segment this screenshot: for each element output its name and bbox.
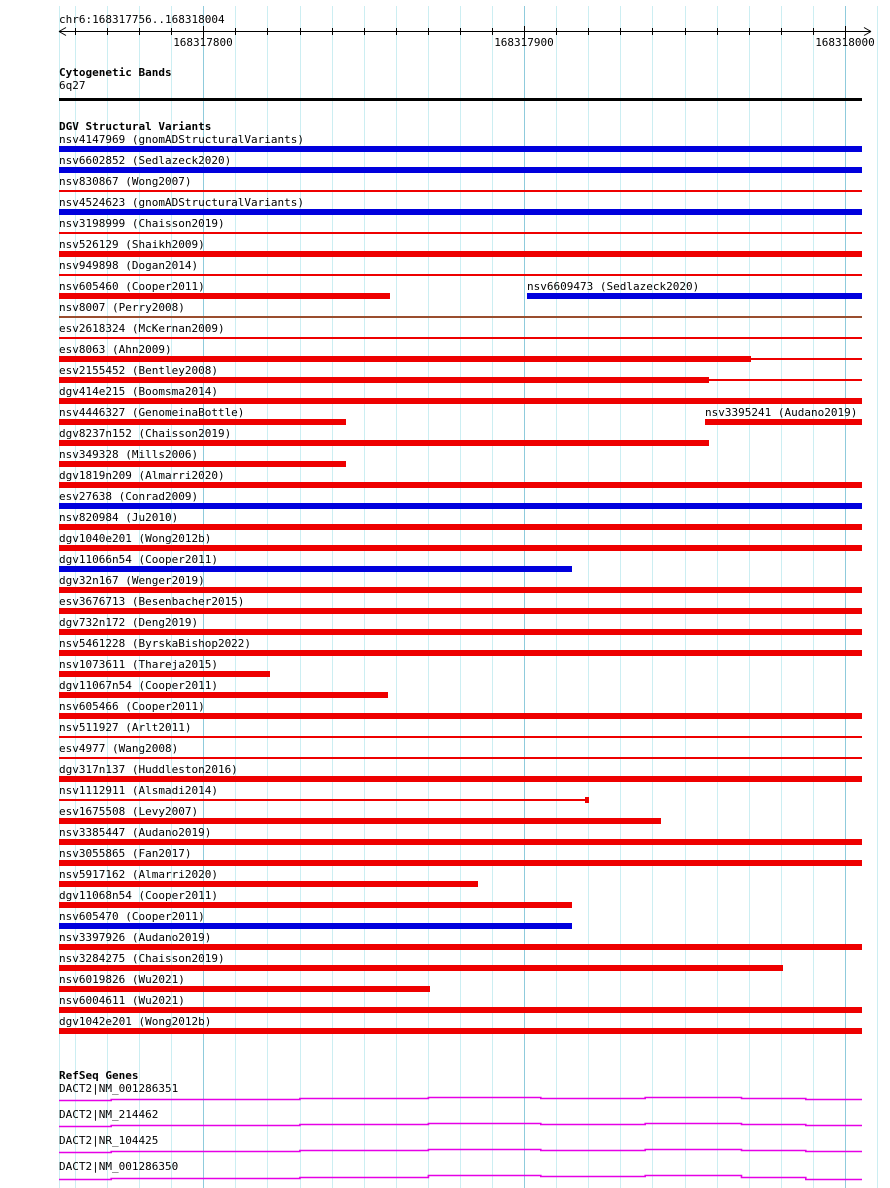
variant-feature-bar[interactable] <box>59 503 862 509</box>
variant-feature-bar[interactable] <box>59 587 862 593</box>
variant-feature-bar[interactable] <box>59 337 862 339</box>
variant-track-label: nsv1073611 (Thareja2015) <box>59 658 218 671</box>
variant-track-label: dgv732n172 (Deng2019) <box>59 616 199 629</box>
variant-track-label: nsv3397926 (Audano2019) <box>59 931 212 944</box>
variant-track-label: nsv511927 (Arlt2011) <box>59 721 192 734</box>
ruler-tick-label: 168318000 <box>815 36 875 49</box>
cytoband-section-title: Cytogenetic Bands <box>59 66 172 79</box>
variant-track-label: nsv5461228 (ByrskaBishop2022) <box>59 637 252 650</box>
variant-track-label: nsv605460 (Cooper2011) <box>59 280 205 293</box>
variant-feature-bar[interactable] <box>59 671 270 677</box>
variant-feature-bar[interactable] <box>59 316 862 318</box>
variant-feature-bar[interactable] <box>59 839 862 845</box>
variant-feature-bar[interactable] <box>59 944 862 950</box>
variant-track-label: dgv11068n54 (Cooper2011) <box>59 889 218 902</box>
variant-feature-bar[interactable] <box>59 293 390 299</box>
variant-track-label: esv27638 (Conrad2009) <box>59 490 199 503</box>
gene-track-label: DACT2|NM_001286350 <box>59 1160 179 1173</box>
variant-track-label: dgv8237n152 (Chaisson2019) <box>59 427 232 440</box>
variant-feature-bar[interactable] <box>59 190 862 192</box>
variant-feature-bar[interactable] <box>59 860 862 866</box>
variant-feature-bar[interactable] <box>59 986 430 992</box>
variant-feature-bar[interactable] <box>59 356 751 362</box>
variant-feature-bar[interactable] <box>59 818 661 824</box>
gene-track-label: DACT2|NM_001286351 <box>59 1082 179 1095</box>
variant-track-label: nsv6602852 (Sedlazeck2020) <box>59 154 232 167</box>
variant-track-label: nsv4147969 (gnomADStructuralVariants) <box>59 133 305 146</box>
variant-feature-bar[interactable] <box>59 965 783 971</box>
variant-track-label: nsv8007 (Perry2008) <box>59 301 185 314</box>
gene-model-line[interactable] <box>59 1147 862 1157</box>
gene-model-line[interactable] <box>59 1173 862 1183</box>
gene-model-line[interactable] <box>59 1121 862 1131</box>
variant-track-label: nsv349328 (Mills2006) <box>59 448 199 461</box>
variant-track-label: esv4977 (Wang2008) <box>59 742 179 755</box>
variant-feature-bar[interactable] <box>59 923 572 929</box>
variant-track-label: nsv3055865 (Fan2017) <box>59 847 192 860</box>
variant-feature-bar[interactable] <box>59 902 572 908</box>
variant-feature-bar[interactable] <box>59 524 862 530</box>
variant-feature-bar[interactable] <box>59 650 862 656</box>
variant-feature-bar[interactable] <box>59 757 862 759</box>
cytoband-bar[interactable] <box>59 98 862 101</box>
variant-feature-bar[interactable] <box>59 274 862 276</box>
variant-feature-bar[interactable] <box>59 209 862 215</box>
region-label: chr6:168317756..168318004 <box>59 13 225 26</box>
variant-track-label: esv1675508 (Levy2007) <box>59 805 199 818</box>
variant-track-label: dgv1040e201 (Wong2012b) <box>59 532 212 545</box>
variant-feature-bar[interactable] <box>59 608 862 614</box>
ruler-tick-label: 168317800 <box>173 36 233 49</box>
variant-feature-bar[interactable] <box>59 545 862 551</box>
variant-track-label: esv3676713 (Besenbacher2015) <box>59 595 245 608</box>
variant-track-label: dgv1819n209 (Almarri2020) <box>59 469 225 482</box>
variant-feature-bar[interactable] <box>59 1028 862 1034</box>
variant-track-label: esv2618324 (McKernan2009) <box>59 322 225 335</box>
gene-track-label: DACT2|NR_104425 <box>59 1134 159 1147</box>
variant-track-label: nsv6004611 (Wu2021) <box>59 994 185 1007</box>
variant-feature-bar[interactable] <box>59 881 478 887</box>
variant-feature-tail[interactable] <box>751 358 862 360</box>
variant-track-label: dgv11066n54 (Cooper2011) <box>59 553 218 566</box>
gene-model-line[interactable] <box>59 1095 862 1105</box>
variant-feature-bar[interactable] <box>59 566 572 572</box>
variant-feature-bar[interactable] <box>59 713 862 719</box>
variant-track-label: esv2155452 (Bentley2008) <box>59 364 218 377</box>
variant-feature-end-tick[interactable] <box>585 797 589 803</box>
variant-track-label: nsv605470 (Cooper2011) <box>59 910 205 923</box>
variant-track-label: nsv5917162 (Almarri2020) <box>59 868 218 881</box>
variant-track-label: dgv32n167 (Wenger2019) <box>59 574 205 587</box>
refseq-section-title: RefSeq Genes <box>59 1069 139 1082</box>
variant-track-label: nsv830867 (Wong2007) <box>59 175 192 188</box>
variant-track-label: dgv11067n54 (Cooper2011) <box>59 679 218 692</box>
variant-feature-bar[interactable] <box>59 799 587 801</box>
variant-feature-bar[interactable] <box>59 1007 862 1013</box>
grid-line-minor <box>877 6 878 1188</box>
variant-feature-tail[interactable] <box>709 379 862 381</box>
variant-feature-bar[interactable] <box>59 776 862 782</box>
gene-track-label: DACT2|NM_214462 <box>59 1108 159 1121</box>
variant-track-label: nsv526129 (Shaikh2009) <box>59 238 205 251</box>
variant-track-label: dgv1042e201 (Wong2012b) <box>59 1015 212 1028</box>
variant-feature-bar[interactable] <box>59 440 709 446</box>
variant-feature-bar[interactable] <box>59 251 862 257</box>
variant-feature-bar[interactable] <box>527 293 862 299</box>
ruler-tick-label: 168317900 <box>494 36 554 49</box>
variant-feature-bar[interactable] <box>59 736 862 738</box>
variant-feature-bar[interactable] <box>705 419 862 425</box>
cytoband-name: 6q27 <box>59 79 86 92</box>
variant-feature-bar[interactable] <box>59 461 346 467</box>
variant-feature-bar[interactable] <box>59 482 862 488</box>
variant-track-label: nsv1112911 (Alsmadi2014) <box>59 784 218 797</box>
variant-track-label: dgv414e215 (Boomsma2014) <box>59 385 218 398</box>
variant-track-label: nsv4524623 (gnomADStructuralVariants) <box>59 196 305 209</box>
variant-feature-bar[interactable] <box>59 377 709 383</box>
dgv-section-title: DGV Structural Variants <box>59 120 212 133</box>
variant-feature-bar[interactable] <box>59 146 862 152</box>
variant-track-label: nsv3385447 (Audano2019) <box>59 826 212 839</box>
variant-feature-bar[interactable] <box>59 692 388 698</box>
variant-track-label: nsv4446327 (GenomeinaBottle) <box>59 406 245 419</box>
variant-track-label: nsv3198999 (Chaisson2019) <box>59 217 225 230</box>
variant-track-label: dgv317n137 (Huddleston2016) <box>59 763 238 776</box>
variant-track-label: nsv820984 (Ju2010) <box>59 511 179 524</box>
variant-track-label: nsv605466 (Cooper2011) <box>59 700 205 713</box>
variant-feature-bar[interactable] <box>59 629 862 635</box>
variant-feature-label: nsv3395241 (Audano2019) <box>705 406 858 419</box>
variant-feature-bar[interactable] <box>59 232 862 234</box>
variant-feature-label: nsv6609473 (Sedlazeck2020) <box>527 280 700 293</box>
variant-track-label: nsv6019826 (Wu2021) <box>59 973 185 986</box>
variant-track-label: nsv949898 (Dogan2014) <box>59 259 199 272</box>
ruler <box>0 0 890 50</box>
variant-track-label: esv8063 (Ahn2009) <box>59 343 172 356</box>
variant-feature-bar[interactable] <box>59 419 346 425</box>
variant-feature-bar[interactable] <box>59 167 862 173</box>
variant-feature-bar[interactable] <box>59 398 862 404</box>
variant-track-label: nsv3284275 (Chaisson2019) <box>59 952 225 965</box>
